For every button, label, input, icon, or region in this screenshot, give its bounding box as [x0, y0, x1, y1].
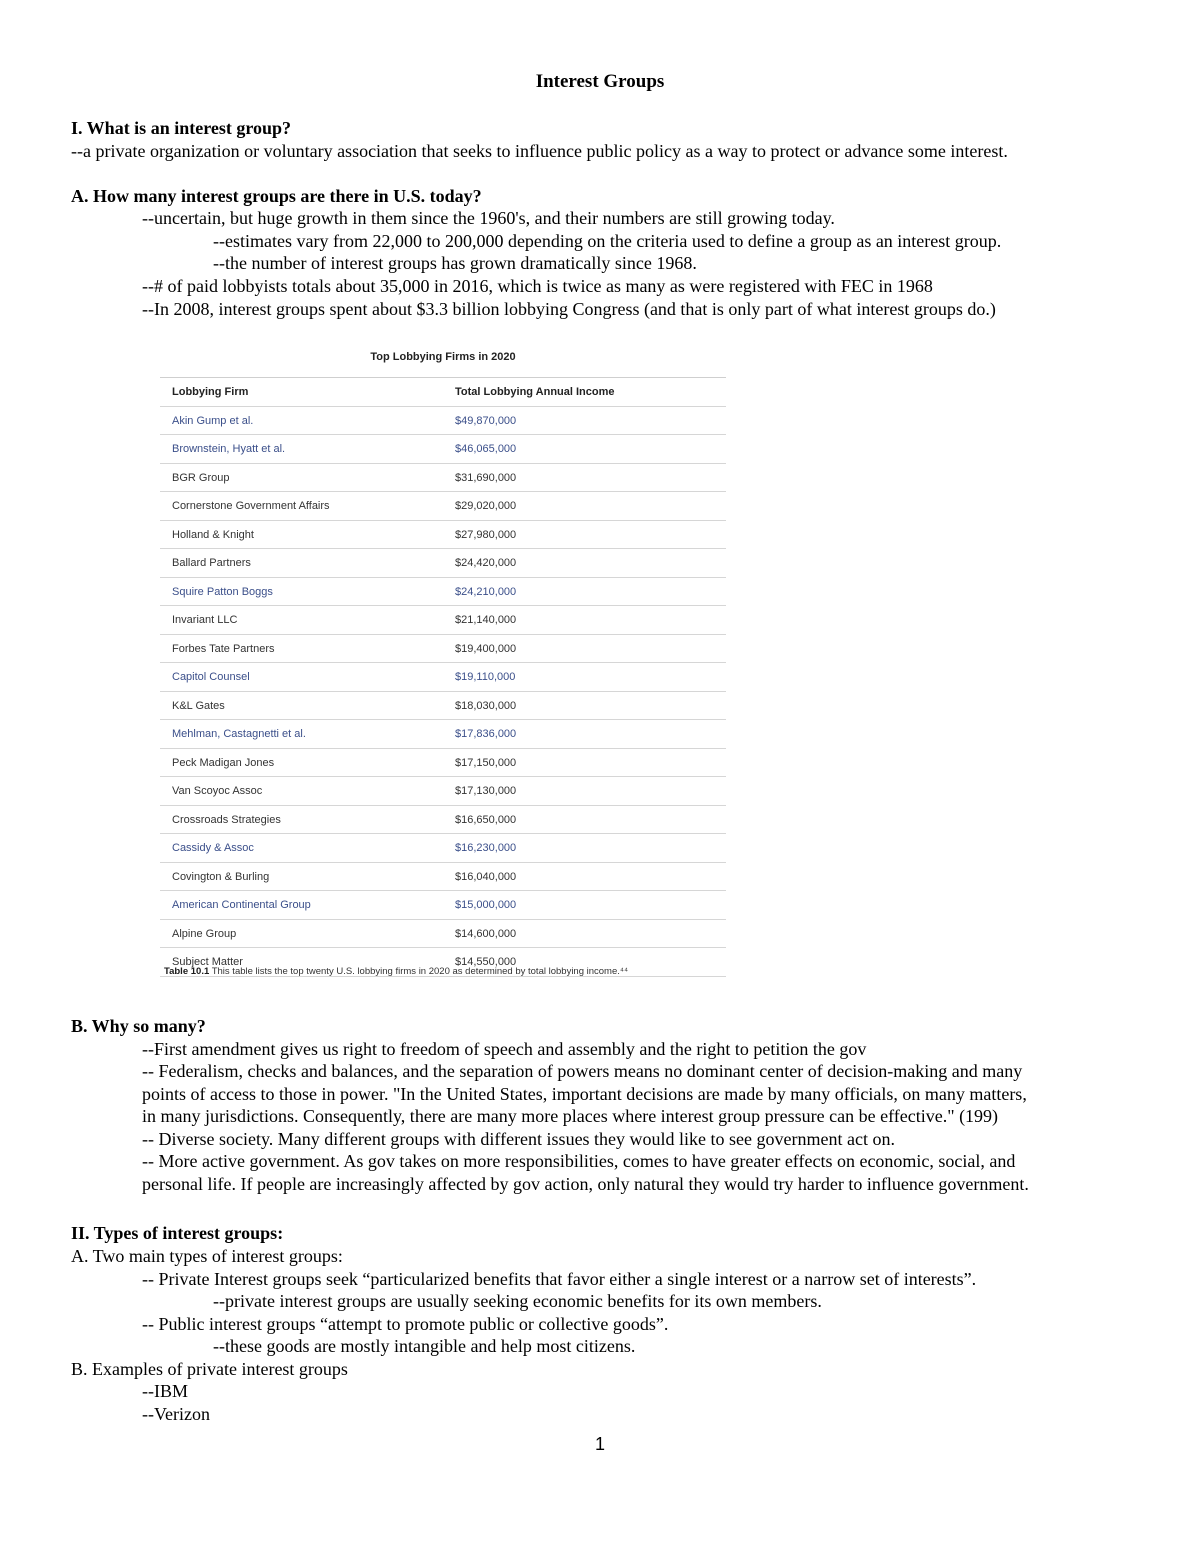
firm-name-cell: K&L Gates	[172, 699, 225, 712]
example-verizon: --Verizon	[142, 1404, 210, 1424]
table-row	[160, 635, 726, 664]
section-heading-types: II. Types of interest groups:	[71, 1223, 284, 1243]
header-income: Total Lobbying Annual Income	[455, 386, 615, 398]
income-cell: $14,600,000	[455, 927, 517, 940]
firm-name-cell: Holland & Knight	[172, 528, 254, 541]
table-row	[160, 663, 726, 692]
firm-name-cell: Invariant LLC	[172, 614, 238, 626]
lobbying-table	[160, 377, 726, 977]
why-para-2-line-1: -- Federalism, checks and balances, and the separation of powers means no dominant center of decision-making and many	[142, 1061, 1023, 1081]
table-row	[160, 863, 726, 892]
table-row	[160, 920, 726, 949]
income-cell: $17,130,000	[455, 785, 517, 797]
section-heading-how-many: A. How many interest groups are there in U.S. today?	[71, 186, 482, 206]
income-cell: $31,690,000	[455, 471, 517, 484]
income-cell: $24,420,000	[455, 557, 517, 569]
income-cell: $17,150,000	[455, 756, 517, 769]
why-line-1: --First amendment gives us right to freedom of speech and assembly and the right to petition the gov	[142, 1039, 867, 1059]
income-cell: $19,400,000	[455, 642, 517, 655]
income-cell: $46,065,000	[455, 443, 517, 455]
how-many-line-1: --uncertain, but huge growth in them since the 1960's, and their numbers are still growing today.	[142, 208, 835, 228]
income-cell: $16,650,000	[455, 813, 517, 826]
table-row	[160, 806, 726, 835]
firm-name-cell: Crossroads Strategies	[172, 813, 281, 826]
why-para-4-line-2: personal life. If people are increasingly affected by gov action, only natural they would try harder to influence government.	[142, 1174, 1029, 1194]
page-title: Interest Groups	[535, 71, 665, 92]
firm-name-cell: Mehlman, Castagnetti et al.	[172, 728, 306, 740]
income-cell: $27,980,000	[455, 528, 517, 541]
table-row	[160, 407, 726, 436]
table-row	[160, 578, 726, 607]
firm-name-cell: Subject Matter	[172, 956, 243, 968]
firm-name-cell: Forbes Tate Partners	[172, 642, 275, 655]
table-row	[160, 749, 726, 778]
firm-name-cell: Alpine Group	[172, 927, 237, 940]
lobbying-table-figure	[158, 348, 728, 983]
income-cell: $29,020,000	[455, 500, 517, 512]
income-cell: $16,040,000	[455, 870, 517, 883]
how-many-line-5: --In 2008, interest groups spent about $3.3 billion lobbying Congress (and that is only part of what interest groups do.)	[142, 299, 996, 319]
caption-label: Table 10.1	[164, 966, 210, 977]
section-heading-why-so-many: B. Why so many?	[71, 1016, 206, 1036]
table-row	[160, 549, 726, 578]
definition-text: --a private organization or voluntary association that seeks to influence public policy as a way to protect or advance some interest.	[71, 141, 1008, 161]
firm-name-cell: American Continental Group	[172, 899, 311, 911]
types-a-public: -- Public interest groups “attempt to promote public or collective goods”.	[142, 1314, 669, 1334]
table-row	[160, 891, 726, 920]
table-row	[160, 606, 726, 635]
table-header-row	[160, 378, 726, 407]
table-row	[160, 777, 726, 806]
income-cell: $17,836,000	[455, 728, 517, 740]
income-cell: $21,140,000	[455, 614, 517, 626]
income-cell: $49,870,000	[455, 414, 517, 427]
example-ibm: --IBM	[142, 1381, 188, 1401]
table-row	[160, 834, 726, 863]
how-many-line-3: --the number of interest groups has grown dramatically since 1968.	[213, 253, 697, 273]
types-a-private-sub: --private interest groups are usually seeking economic benefits for its own members.	[213, 1291, 822, 1311]
firm-name-cell: Brownstein, Hyatt et al.	[172, 443, 286, 455]
why-line-3: -- Diverse society. Many different groups with different issues they would like to see government act on.	[142, 1129, 895, 1149]
table-row	[160, 720, 726, 749]
why-para-4-line-1: -- More active government. As gov takes on more responsibilities, comes to have greater effects on economic, social, and	[142, 1151, 1016, 1171]
income-cell: $24,210,000	[455, 585, 517, 598]
firm-name-cell: Covington & Burling	[172, 870, 270, 883]
firm-name-cell: Akin Gump et al.	[172, 414, 254, 427]
caption-text: This table lists the top twenty U.S. lobbying firms in 2020 as determined by total lobbying income.⁴⁴	[209, 966, 629, 977]
income-cell: $14,550,000	[455, 956, 517, 968]
table-row	[160, 692, 726, 721]
income-cell: $18,030,000	[455, 699, 517, 712]
table-row	[160, 521, 726, 550]
types-a: A. Two main types of interest groups:	[71, 1246, 343, 1266]
table-row	[160, 492, 726, 521]
types-a-private: -- Private Interest groups seek “particularized benefits that favor either a single interest or a narrow set of interests”.	[142, 1269, 977, 1289]
firm-name-cell: Van Scoyoc Assoc	[172, 785, 263, 797]
page-number: 1	[594, 1434, 605, 1454]
table-row	[160, 464, 726, 493]
how-many-line-4: --# of paid lobbyists totals about 35,000 in 2016, which is twice as many as were registered with FEC in 1968	[142, 276, 933, 296]
firm-name-cell: Cornerstone Government Affairs	[172, 500, 330, 512]
income-cell: $19,110,000	[455, 671, 516, 683]
firm-name-cell: Squire Patton Boggs	[172, 585, 273, 598]
header-firm: Lobbying Firm	[172, 386, 249, 398]
how-many-line-2: --estimates vary from 22,000 to 200,000 depending on the criteria used to define a group as an interest group.	[213, 231, 1002, 251]
firm-name-cell: Capitol Counsel	[172, 671, 250, 683]
why-para-2-line-3: in many jurisdictions. Consequently, there are many more places where interest group pressure can be effective." (199)	[142, 1106, 999, 1126]
firm-name-cell: Peck Madigan Jones	[172, 756, 275, 769]
table-caption	[164, 966, 628, 977]
firm-name-cell: BGR Group	[172, 471, 230, 484]
firm-name-cell: Ballard Partners	[172, 557, 251, 569]
firm-name-cell: Cassidy & Assoc	[172, 842, 254, 854]
why-para-2-line-2: points of access to those in power. "In the United States, important decisions are made by many officials, on many matters,	[142, 1084, 1027, 1104]
types-b: B. Examples of private interest groups	[71, 1359, 348, 1379]
table-title: Top Lobbying Firms in 2020	[370, 351, 516, 363]
table-row	[160, 435, 726, 464]
section-heading-what-is: I. What is an interest group?	[71, 118, 292, 138]
income-cell: $16,230,000	[455, 842, 517, 854]
types-a-public-sub: --these goods are mostly intangible and help most citizens.	[213, 1336, 636, 1356]
income-cell: $15,000,000	[455, 899, 517, 911]
